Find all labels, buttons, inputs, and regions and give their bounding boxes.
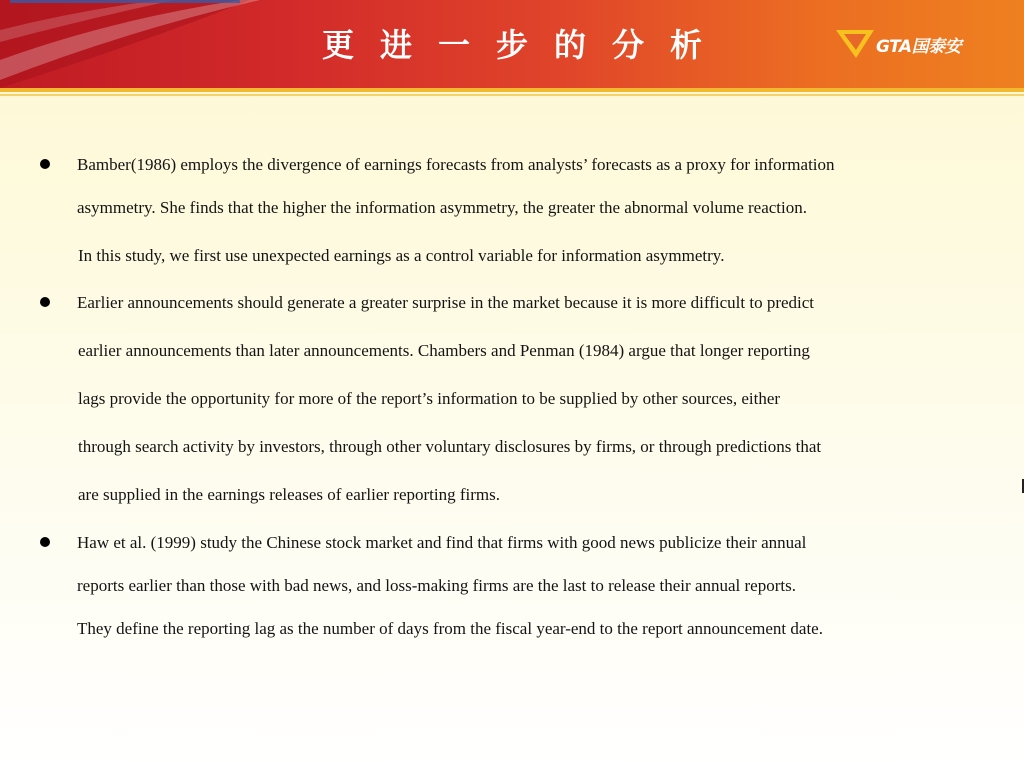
bullet-icon (40, 297, 50, 307)
body-text-line: asymmetry. She finds that the higher the information asymmetry, the greater the abnormal volume reaction. (77, 198, 807, 217)
title-char: 析 (670, 26, 703, 64)
body-text-line: earlier announcements than later announcements. Chambers and Penman (1984) argue that longer reporting (78, 341, 810, 360)
bullet-icon (40, 537, 50, 547)
body-text-line: They define the reporting lag as the number of days from the fiscal year-end to the report announcement date. (77, 619, 823, 638)
title-char: 的 (554, 26, 587, 64)
body-text-line: through search activity by investors, through other voluntary disclosures by firms, or through predictions that (78, 437, 822, 456)
logo-text: GTA国泰安 (876, 36, 962, 57)
body-text-line: lags provide the opportunity for more of the report’s information to be supplied by other sources, either (78, 389, 781, 408)
title-char: 进 (379, 26, 412, 64)
title-char: 分 (612, 26, 645, 64)
title-char: 更 (321, 26, 354, 64)
body-text-line: Haw et al. (1999) study the Chinese stock market and find that firms with good news publicize their annual (77, 533, 807, 552)
body-text-line: reports earlier than those with bad news, and loss-making firms are the last to release their annual reports. (77, 576, 796, 595)
title-char: 步 (495, 26, 528, 64)
title-char: 一 (437, 26, 470, 64)
body-text-line: Bamber(1986) employs the divergence of earnings forecasts from analysts’ forecasts as a proxy for information (77, 155, 835, 174)
body-text-line: In this study, we first use unexpected earnings as a control variable for information asymmetry. (78, 246, 725, 265)
bullet-icon (40, 159, 50, 169)
body-text-line: are supplied in the earnings releases of earlier reporting firms. (78, 485, 501, 504)
body-text-line: Earlier announcements should generate a greater surprise in the market because it is more difficult to predict (77, 293, 815, 312)
